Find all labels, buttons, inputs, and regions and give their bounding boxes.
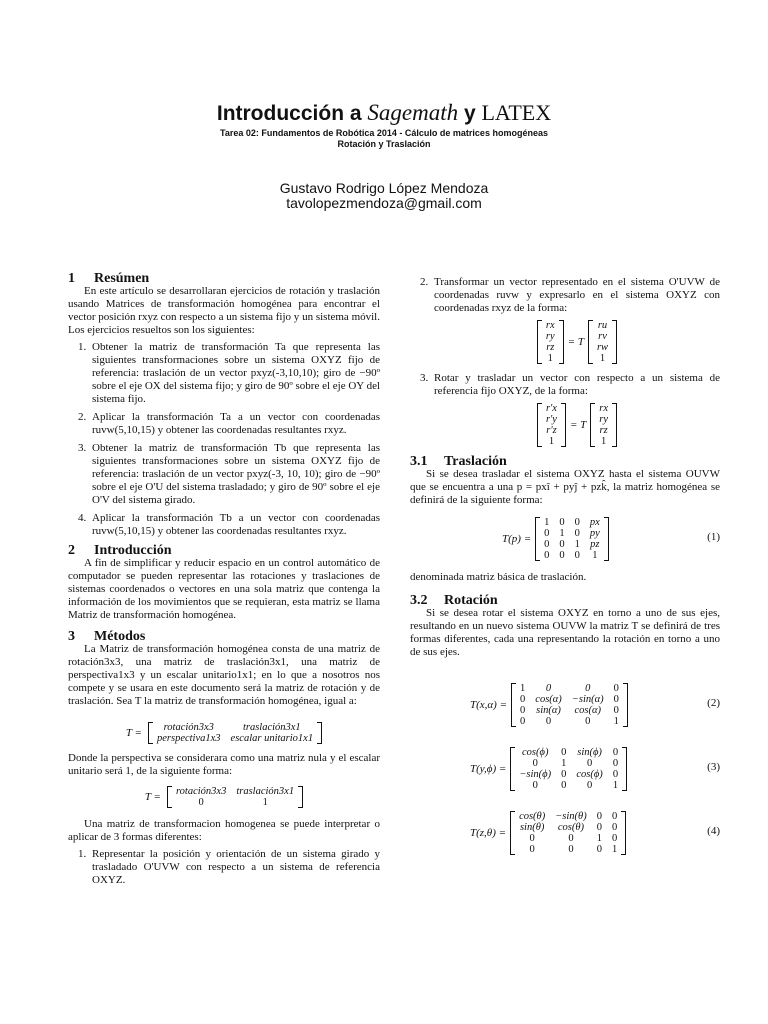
vector-rprime: r'x r'y r'z 1 (537, 403, 566, 447)
right-column (410, 276, 720, 861)
paper-title (0, 100, 768, 126)
list-item: 1. Representar la posición y orientación de un sistema girado y trasladado O'UVW con respecto a un sistema de referencia OXYZ. (78, 848, 380, 886)
section-3-paragraph-3: Una matriz de transformacion homogenea se puede interpretar o aplicar de 3 formas diferentes: (68, 818, 380, 843)
section-3-1-heading: 3.1 Traslación (410, 454, 507, 469)
matrix-general: rotación3x3 traslación3x1 perspectiva1x3 escalar unitario1x1 (148, 722, 322, 744)
list-item: 1. Obtener la matriz de transformación Ta que representa las siguientes transformaciones sobre un sistema OXYZ fijo de referencia: traslación de un vector pxyz(-3,10,10); giro de −90º sobre el eje OX del sistema fijo; y giro de 90º sobre el eje OY del sistema fijo. (78, 341, 381, 405)
section-3-1-paragraph: Si se desea trasladar el sistema OXYZ hasta el sistema OUVW que se encuentra a una p = pxî + pyĵ + pzk̂, la matriz homogénea se definirá de la siguiente forma: (410, 468, 720, 506)
matrix-rot-y: cos(ϕ) 0 sin(ϕ) 0 0 1 0 0 −sin(ϕ) 0 cos(ϕ) 0 0 0 0 1 (510, 747, 627, 791)
list-item: 3. Rotar y trasladar un vector con respecto a un sistema de referencia fijo OXYZ, de la forma: (420, 372, 720, 397)
subtitle-line-1: Tarea 02: Fundamentos de Robótica 2014 - Cálculo de matrices homogéneas (220, 128, 548, 138)
left-column (68, 272, 380, 892)
equation-T-general: T = rotación3x3 traslación3x1 perspectiva1x3 escalar unitario1x1 (68, 722, 380, 744)
equation-number: (2) (707, 697, 720, 709)
matrix-rot-x: 1 0 0 0 0 cos(α) −sin(α) 0 0 sin(α) cos(α) 0 0 0 0 1 (511, 683, 628, 727)
equation-1: T(p) = 1 0 0 px 0 1 0 py 0 0 1 pz 0 0 0 1 (1) (502, 517, 720, 561)
list-item: 3. Obtener la matriz de transformación Tb que representa las siguientes transformaciones sobre un sistema OXYZ fijo de referencia: traslación de un vector pxyz(-3, 10, 10); giro de −90º sobre el eje O'U del sistema trasladado; y giro de 90º sobre el eje O'V del sistema girado. (78, 442, 380, 506)
matrix-rot-z: cos(θ) −sin(θ) 0 0 sin(θ) cos(θ) 0 0 0 0 1 0 0 0 0 1 (510, 811, 626, 855)
exercise-list (68, 341, 380, 538)
section-3-2-heading: 3.2 Rotación (410, 593, 498, 608)
title-y: y (463, 102, 476, 125)
title-prefix: Introducción a (216, 102, 362, 125)
list-item: 2. Transformar un vector representado en el sistema O'UVW de coordenadas ruvw y expresarlo en el sistema OXYZ con coordenadas rxyz de la forma: (420, 276, 720, 314)
equation-3: T(y,ϕ) = cos(ϕ) 0 sin(ϕ) 0 0 1 0 0 −sin(ϕ) 0 cos(ϕ) 0 0 0 0 1 (3) (470, 747, 720, 791)
vector-r: rx ry rz 1 (590, 403, 617, 447)
section-1-paragraph: En este artículo se desarrollaran ejercicios de rotación y traslación usando Matrices de transformación homogénea para encontrar el vector posición rxyz con respecto a un sistema fijo y un sistema móvil. Los ejercicios resueltos son los siguientes: (68, 285, 380, 336)
list-item: 4. Aplicar la transformación Tb a un vector con coordenadas ruvw(5,10,15) y obtener las coordenadas resultantes rxyz. (78, 512, 380, 537)
equation-number: (1) (707, 531, 720, 543)
author-name: Gustavo Rodrigo López Mendoza (279, 180, 489, 196)
equation-number: (3) (707, 761, 720, 773)
forms-list (68, 848, 380, 887)
equation-2: T(x,α) = 1 0 0 0 0 cos(α) −sin(α) 0 0 sin(α) cos(α) 0 0 0 0 1 (2) (470, 683, 720, 727)
vector-ruvw: ru rv rw 1 (588, 320, 617, 364)
section-3-paragraph-2: Donde la perspectiva se considerara como una matriz nula y el escalar unitario será 1, de la siguiente forma: (68, 752, 380, 777)
list-item: 2. Aplicar la transformación Ta a un vector con coordenadas ruvw(5,10,15) y obtener las coordenadas resultantes rxyz. (78, 411, 380, 436)
matrix-traslacion: 1 0 0 px 0 1 0 py 0 0 1 pz 0 0 0 1 (535, 517, 609, 561)
section-3-heading: 3 Métodos (68, 629, 146, 644)
section-3-paragraph-1: La Matriz de transformación homogénea consta de una matriz de rotación3x3, una matriz de traslación3x1, una matriz de perspectiva1x3 y un escalar unitario1x1; en lo que a nosotros nos compete y se usara en este documento será la matriz de rotación y de traslación. Sea T la matriz de transformación homogénea, igual a: (68, 643, 380, 707)
equation-vector-transform: rx ry rz 1 = T ru rv rw 1 (434, 320, 720, 364)
section-3-1-paragraph-2: denominada matriz básica de traslación. (410, 571, 587, 583)
author-email[interactable]: tavolopezmendoza@gmail.com (286, 195, 482, 211)
forms-list-continued (410, 276, 720, 315)
section-2-paragraph: A fin de simplificar y reducir espacio en un control automático de computador se pueden representar las rotaciones y traslaciones de sistemas coordenados o vectores en una sola matriz que contenga la información de los movimientos que se requieran, esta matriz se llama Matriz de transformación homogénea. (68, 557, 380, 621)
equation-number: (4) (707, 825, 720, 837)
section-2-heading: 2 Introducción (68, 543, 172, 558)
equation-T-simplified: T = rotación3x3 traslación3x1 0 1 (68, 786, 380, 808)
title-sagemath: Sagemath (367, 100, 459, 125)
title-latex-logo: LATEX (481, 100, 552, 125)
equation-vector-rotate: r'x r'y r'z 1 = T rx ry rz 1 (434, 403, 720, 447)
section-3-2-paragraph: Si se desea rotar el sistema OXYZ en torno a uno de sus ejes, resultando en un nuevo sistema OUVW la matriz T se definirá de tres formas diferentes, cada una representando la rotación en torno a uno de sus ejes. (410, 607, 720, 658)
forms-list-continued-2 (410, 372, 720, 398)
equation-4: T(z,θ) = cos(θ) −sin(θ) 0 0 sin(θ) cos(θ) 0 0 0 0 1 0 0 0 0 1 (4) (470, 811, 720, 855)
vector-rxyz: rx ry rz 1 (537, 320, 564, 364)
section-1-heading: 1 Resúmen (68, 271, 150, 286)
subtitle-line-2: Rotación y Traslación (337, 139, 431, 149)
matrix-simplified: rotación3x3 traslación3x1 0 1 (167, 786, 303, 808)
